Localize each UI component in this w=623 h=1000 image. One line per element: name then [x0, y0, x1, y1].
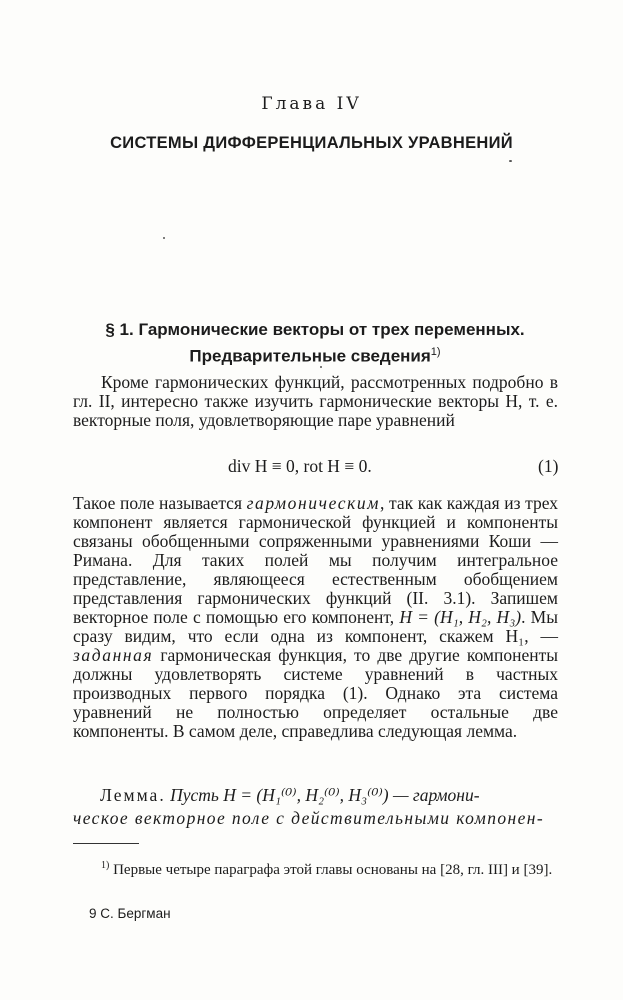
lemma-statement — [100, 783, 558, 807]
footnote-divider — [73, 843, 139, 844]
print-speck — [163, 237, 165, 239]
printer-signature: 9 С. Бергман — [89, 906, 171, 921]
paragraph-definition — [73, 494, 558, 741]
section-heading-line2-text: Предварительные сведения — [189, 346, 431, 366]
section-heading-line2 — [60, 341, 570, 368]
term-given: заданная — [73, 645, 154, 665]
paragraph-intro: Кроме гармонических функций, рассмотренных подробно в гл. II, интересно также изучить гармонические векторы H, т. е. векторные поля, удовлетворяющие паре уравнений — [73, 372, 558, 430]
vector-components: H = (H₁, H₂, H₃) — [399, 607, 522, 627]
section-heading-line1: § 1. Гармонические векторы от трех переменных. — [105, 320, 525, 339]
lemma-label: Лемма. — [100, 785, 166, 805]
footnote-text: Первые четыре параграфа этой главы основаны на [28, гл. III] и [39]. — [113, 862, 553, 878]
chapter-label: Глава IV — [261, 94, 362, 114]
paragraph-definition-part-c: . Мы сразу видим, что если одна из компонент, скажем H₁, — — [73, 607, 558, 646]
lemma-line2: ческое векторное поле с действительными компонен- — [73, 808, 545, 828]
section-heading — [60, 318, 570, 368]
paragraph-definition-part-a: Такое поле называется — [73, 493, 247, 513]
paragraph-definition-part-d: гармоническая функция, то две другие компоненты должны удовлетворять системе уравнений в частных производных первого порядка (1). Однако эта система уравнений не полностью определяет остальные две компоненты. В самом деле, справедлива следующая лемма. — [73, 645, 558, 741]
paragraph-definition-part-b: , так как каждая из трех компонент является гармонической функцией и компоненты связаны обобщенными сопряженными уравнениями Коши — Римана. Для таких полей мы получим интегральное представление, являющееся естественным обобщением представления гармонических функций (II. 3.1). Запишем векторное поле с помощью его компонент, — [73, 493, 558, 627]
lemma-line1: Пусть H = (H₁⁽⁰⁾, H₂⁽⁰⁾, H₃⁽⁰⁾) — гармони- — [170, 785, 480, 805]
formula-number: (1) — [538, 456, 559, 476]
print-speck — [509, 160, 512, 162]
formula-harmonic-vector: div H ≡ 0, rot H ≡ 0. — [228, 456, 372, 476]
footnote — [73, 856, 558, 880]
term-harmonic: гармоническим — [246, 493, 380, 513]
footnote-marker: 1) — [101, 860, 110, 871]
section-footnote-marker: 1) — [430, 346, 441, 358]
print-speck — [320, 366, 322, 368]
chapter-title: СИСТЕМЫ ДИФФЕРЕНЦИАЛЬНЫХ УРАВНЕНИЙ — [110, 134, 513, 152]
